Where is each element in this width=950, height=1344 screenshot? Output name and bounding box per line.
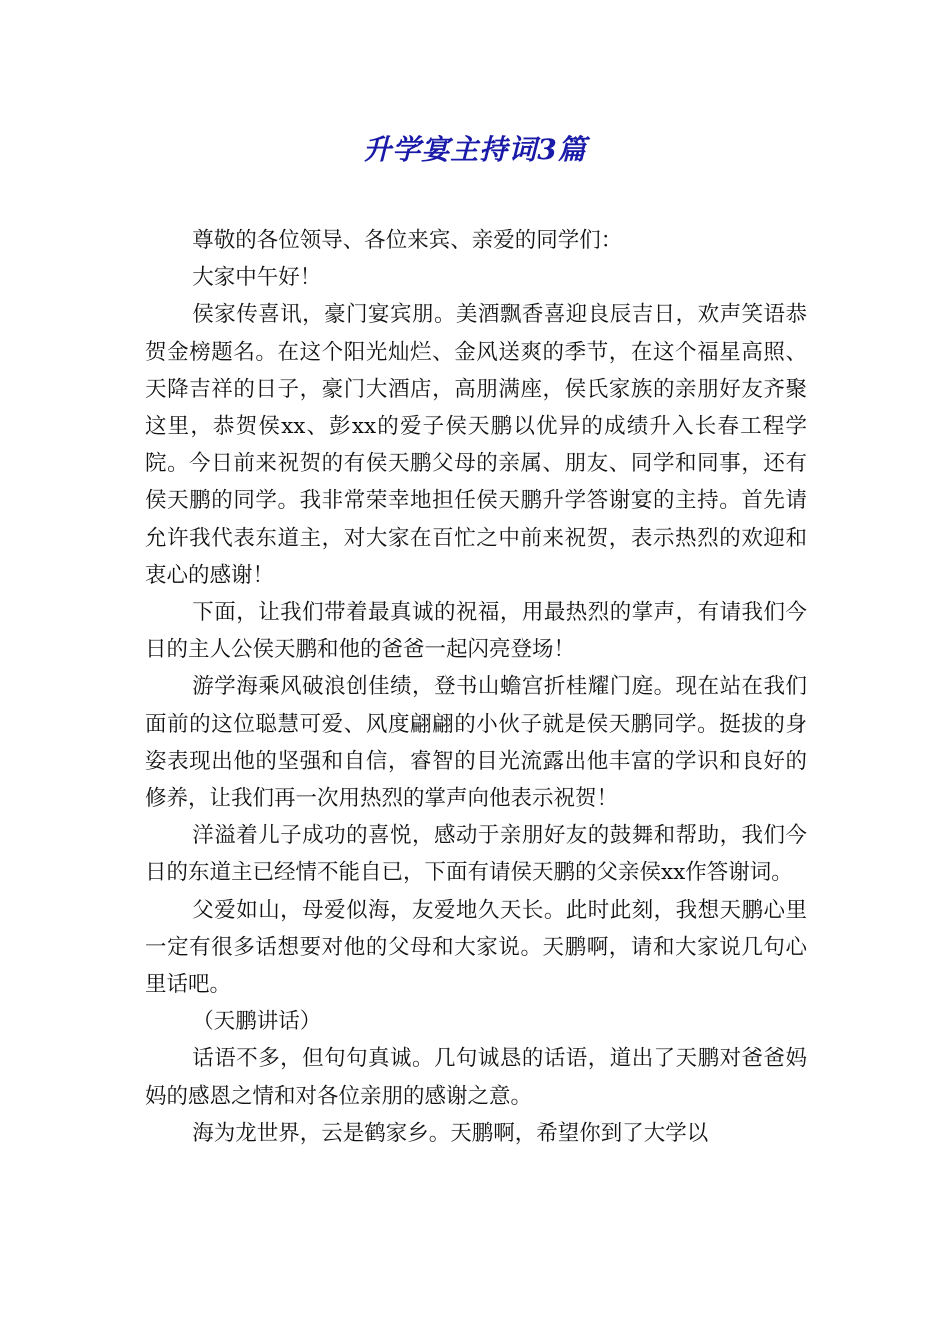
paragraph-stage-note: （天鹏讲话） <box>192 1009 322 1035</box>
paragraph-noon-greeting: 大家中午好！ <box>192 265 322 291</box>
document-body <box>145 222 807 1152</box>
paragraph-speech-summary: 话语不多，但句句真诚。几句诚恳的话语，道出了天鹏对爸爸妈妈的感恩之情和对各位亲朋的感谢之意。 <box>145 1046 807 1109</box>
paragraph-invite-onstage: 下面，让我们带着最真诚的祝福，用最热烈的掌声，有请我们今日的主人公侯天鹏和他的爸爸一起闪亮登场！ <box>145 600 807 663</box>
paragraph-father-speech: 洋溢着儿子成功的喜悦，感动于亲朋好友的鼓舞和帮助，我们今日的东道主已经情不能自已，下面有请侯天鹏的父亲侯xx作答谢词。 <box>145 823 807 886</box>
paragraph-closing-wish: 海为龙世界，云是鹤家乡。天鹏啊，希望你到了大学以 <box>192 1120 709 1146</box>
paragraph-student-invite: 父爱如山，母爱似海，友爱地久天长。此时此刻，我想天鹏心里一定有很多话想要对他的父母和大家说。天鹏啊，请和大家说几句心里话吧。 <box>145 897 807 998</box>
paragraph-opening: 侯家传喜讯，豪门宴宾朋。美酒飘香喜迎良辰吉日，欢声笑语恭贺金榜题名。在这个阳光灿烂、金风送爽的季节，在这个福星高照、天降吉祥的日子，豪门大酒店，高朋满座，侯氏家族的亲朋好友齐聚这里，恭贺侯xx、彭xx的爱子侯天鹏以优异的成绩升入长春工程学院。今日前来祝贺的有侯天鹏父母的亲属、朋友、同学和同事，还有侯天鹏的同学。我非常荣幸地担任侯天鹏升学答谢宴的主持。首先请允许我代表东道主，对大家在百忙之中前来祝贺，表示热烈的欢迎和衷心的感谢！ <box>145 302 807 588</box>
document-title: 升学宴主持词3篇 <box>363 133 587 166</box>
paragraph-greeting: 尊敬的各位领导、各位来宾、亲爱的同学们： <box>192 228 623 253</box>
paragraph-introduce-student: 游学海乘风破浪创佳绩，登书山蟾宫折桂耀门庭。现在站在我们面前的这位聪慧可爱、风度翩翩的小伙子就是侯天鹏同学。挺拔的身姿表现出他的坚强和自信，睿智的目光流露出他丰富的学识和良好的修养，让我们再一次用热烈的掌声向他表示祝贺！ <box>145 674 807 812</box>
